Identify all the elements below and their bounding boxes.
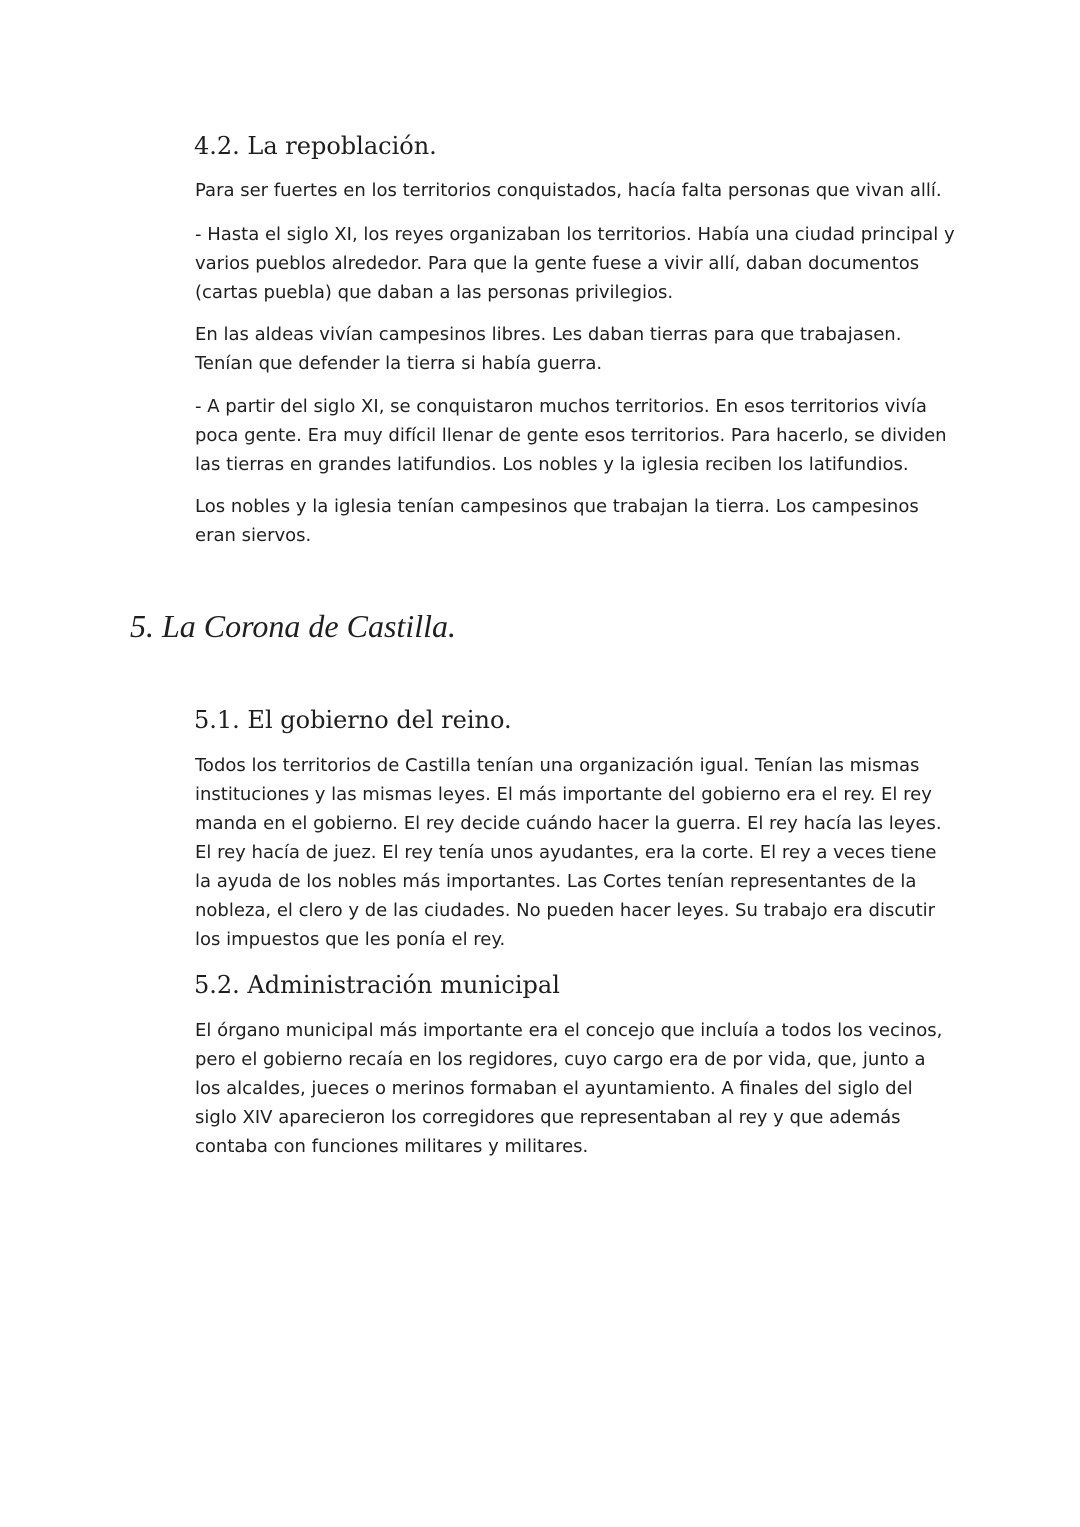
paragraph: - Hasta el siglo XI, los reyes organizaban los territorios. Había una ciudad principal y varios pueblos alrededor. Para que la gente fuese a vivir allí, daban documentos (cartas puebla) que daban a las personas privilegios. [195, 224, 955, 303]
paragraph: Todos los territorios de Castilla tenían una organización igual. Tenían las mismas instituciones y las mismas leyes. El más importante del gobierno era el rey. El rey manda en el gobierno. El rey decide cuándo hacer la guerra. El rey hacía las leyes. El rey hacía de juez. El rey tenía unos ayudantes, era la corte. El rey a veces tiene la ayuda de los nobles más importantes. Las Cortes tenían representantes de la nobleza, el clero y de las ciudades. No pueden hacer leyes. Su trabajo era discutir los impuestos que les ponía el rey. [195, 755, 942, 950]
paragraph: - A partir del siglo XI, se conquistaron muchos territorios. En esos territorios vivía poca gente. Era muy difícil llenar de gente esos territorios. Para hacerlo, se dividen las tierras en grandes latifundios. Los nobles y la iglesia reciben los latifundios. [195, 396, 947, 475]
section-heading-5-1: 5.1. El gobierno del reino. [194, 706, 512, 734]
paragraph: Los nobles y la iglesia tenían campesinos que trabajan la tierra. Los campesinos eran siervos. [195, 496, 919, 546]
paragraph: El órgano municipal más importante era el concejo que incluía a todos los vecinos, pero el gobierno recaía en los regidores, cuyo cargo era de por vida, que, junto a los alcaldes, jueces o merinos formaban el ayuntamiento. A finales del siglo del siglo XIV aparecieron los corregidores que representaban al rey y que además contaba con funciones militares y militares. [195, 1020, 943, 1157]
paragraph: Para ser fuertes en los territorios conquistados, hacía falta personas que vivan allí. [195, 180, 942, 201]
paragraph: En las aldeas vivían campesinos libres. Les daban tierras para que trabajasen. Tenían que defender la tierra si había guerra. [195, 324, 902, 374]
section-heading-4-2: 4.2. La repoblación. [194, 132, 437, 160]
section-heading-5-2: 5.2. Administración municipal [194, 971, 560, 999]
chapter-heading-5: 5. La Corona de Castilla. [130, 608, 456, 644]
